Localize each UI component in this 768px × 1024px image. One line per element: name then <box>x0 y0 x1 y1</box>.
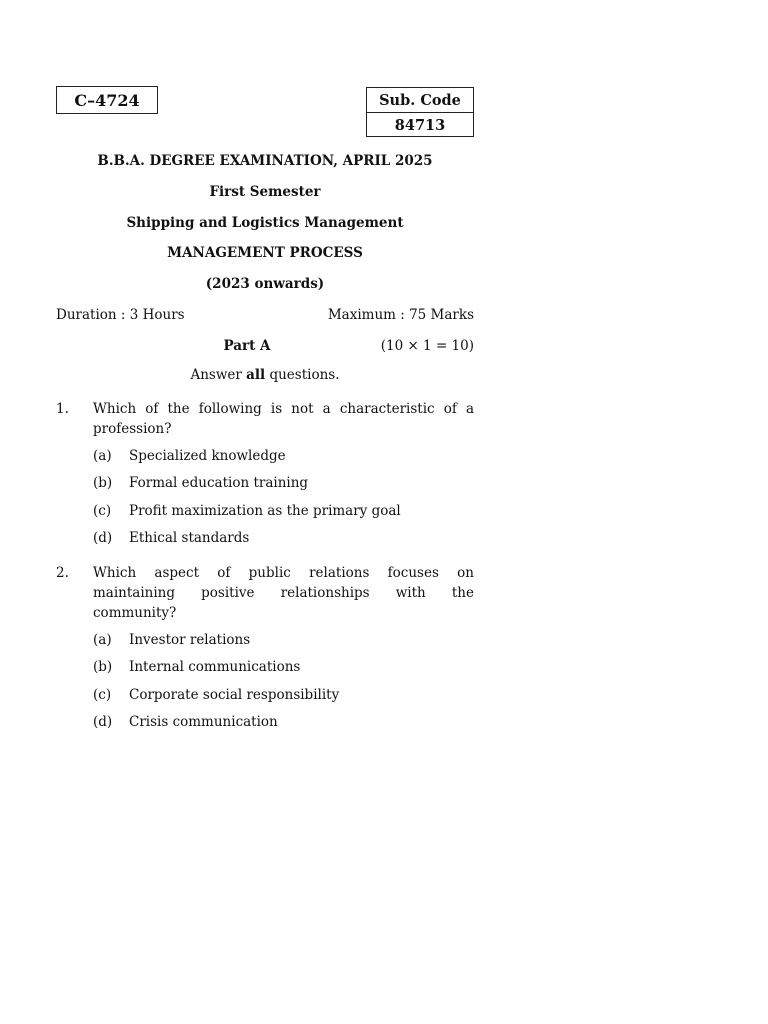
option-text: Crisis communication <box>129 714 278 731</box>
paper-code: C–4724 <box>74 90 140 110</box>
option-label: (c) <box>93 502 112 519</box>
sub-code-label: Sub. Code <box>379 91 461 109</box>
duration: Duration : 3 Hours <box>56 307 185 323</box>
option-text: Specialized knowledge <box>129 447 286 464</box>
exam-meta-row <box>56 307 474 323</box>
option-text: Internal communications <box>129 659 301 676</box>
question-number: 1. <box>56 401 69 417</box>
paper-code-box <box>56 86 158 114</box>
semester-title: First Semester <box>209 184 321 200</box>
question-text: Which of the following is not a characteristic of a profession? <box>93 401 474 437</box>
batch-title: (2023 onwards) <box>205 276 325 292</box>
option-label: (a) <box>93 631 112 648</box>
option-label: (b) <box>93 659 113 676</box>
option-text: Investor relations <box>129 631 251 648</box>
subject-title: MANAGEMENT PROCESS <box>167 245 363 261</box>
option-b <box>93 654 474 682</box>
option-label: (c) <box>93 686 112 703</box>
maximum-marks: Maximum : 75 Marks <box>327 307 474 323</box>
option-label: (d) <box>93 714 113 731</box>
instruction-emphasis: all <box>246 367 266 383</box>
question-1 <box>56 399 474 552</box>
question-2 <box>56 563 474 736</box>
option-a <box>93 442 474 470</box>
option-text: Profit maximization as the primary goal <box>129 502 401 519</box>
question-text: Which aspect of public relations focuses on maintaining positive relationships with the community? <box>93 565 474 621</box>
option-d <box>93 709 474 737</box>
question-number: 2. <box>56 565 69 581</box>
instruction <box>56 367 474 383</box>
option-c <box>93 497 474 525</box>
option-a <box>93 626 474 654</box>
option-text: Corporate social responsibility <box>129 686 340 703</box>
programme-title: Shipping and Logistics Management <box>126 215 404 231</box>
sub-code-box <box>366 87 474 137</box>
option-label: (a) <box>93 447 112 464</box>
sub-code-value: 84713 <box>367 112 473 137</box>
part-heading: Part A <box>223 338 271 354</box>
exam-title: B.B.A. DEGREE EXAMINATION, APRIL 2025 <box>97 153 433 169</box>
instruction-pre: Answer <box>190 367 247 383</box>
option-b <box>93 470 474 498</box>
option-label: (b) <box>93 475 113 492</box>
option-d <box>93 525 474 553</box>
option-text: Formal education training <box>129 475 309 492</box>
option-text: Ethical standards <box>129 530 250 547</box>
part-marks: (10 × 1 = 10) <box>380 338 474 354</box>
option-c <box>93 681 474 709</box>
option-label: (d) <box>93 530 113 547</box>
instruction-post: questions. <box>265 367 340 383</box>
